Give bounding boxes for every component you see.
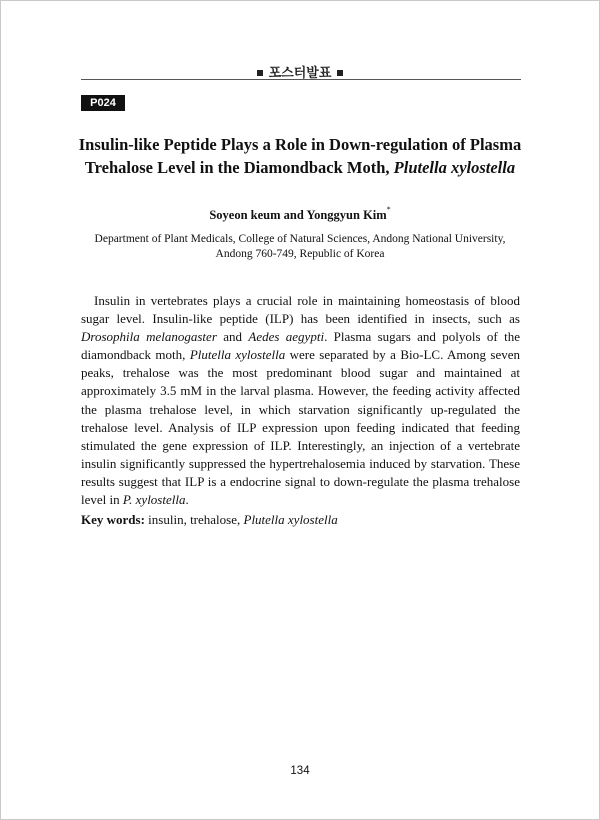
title-line-1: Insulin-like Peptide Plays a Role in Down-regulation of Plasma [78,135,522,154]
affiliation-line-1: Department of Plant Medicals, College of Natural Sciences, Andong National University, [94,233,506,245]
species-name: P. xylostella [122,492,186,508]
abstract-text: Insulin in vertebrates plays a crucial role in maintaining homeostasis of blood sugar level. Insulin-like peptide (ILP) has been identified in insects, such as [81,293,520,327]
species-name: Drosophila melanogaster [81,329,217,345]
poster-code-badge: P024 [81,95,125,111]
header-rule [81,79,521,80]
title-species: Plutella xylostella [393,158,516,177]
paper-title [60,133,540,179]
affiliation [70,232,530,262]
species-name: Aedes aegypti [248,329,325,345]
square-bullet-icon [257,70,263,76]
keywords-text: insulin, trehalose, [144,512,244,527]
affiliation-line-2: Andong 760-749, Republic of Korea [215,248,385,260]
authors [0,207,600,223]
species-name: Plutella xylostella [189,347,286,363]
keywords-species: Plutella xylostella [243,512,338,527]
corresponding-marker: * [386,205,391,214]
square-bullet-icon [337,70,343,76]
keywords [81,512,520,528]
page-number: 134 [290,765,310,777]
abstract-text: and [216,329,249,345]
author-names: Soyeon keum and Yonggyun Kim [209,208,387,223]
abstract-text: . [185,492,189,508]
title-line-2 [60,156,540,179]
title-line-2-text: Trehalose Level in the Diamondback Moth, [84,158,394,177]
abstract-text: were separated by a Bio-LC. Among seven peaks, trehalose was the most predominant blood sugar and maintained at approximately 3.5 mM in the larval plasma. However, the feeding activity affected the plasma trehalose level, in which starvation significantly up-regulated the trehalose level. Analysis of ILP expression upon feeding indicated that feeding stimulated the gene expression of ILP. Interestingly, an injection of a vertebrate insulin significantly suppressed the hypertrehalosemia induced by starvation. These results suggest that ILP is a endocrine signal to down-regulate the plasma trehalose level in [81,347,521,508]
keywords-label: Key words: [81,512,145,527]
section-label: 포스터발표 [268,65,332,80]
abstract-body [81,292,520,509]
abstract-text: . Plasma sugars and polyols of the diamondback moth, [81,329,520,363]
